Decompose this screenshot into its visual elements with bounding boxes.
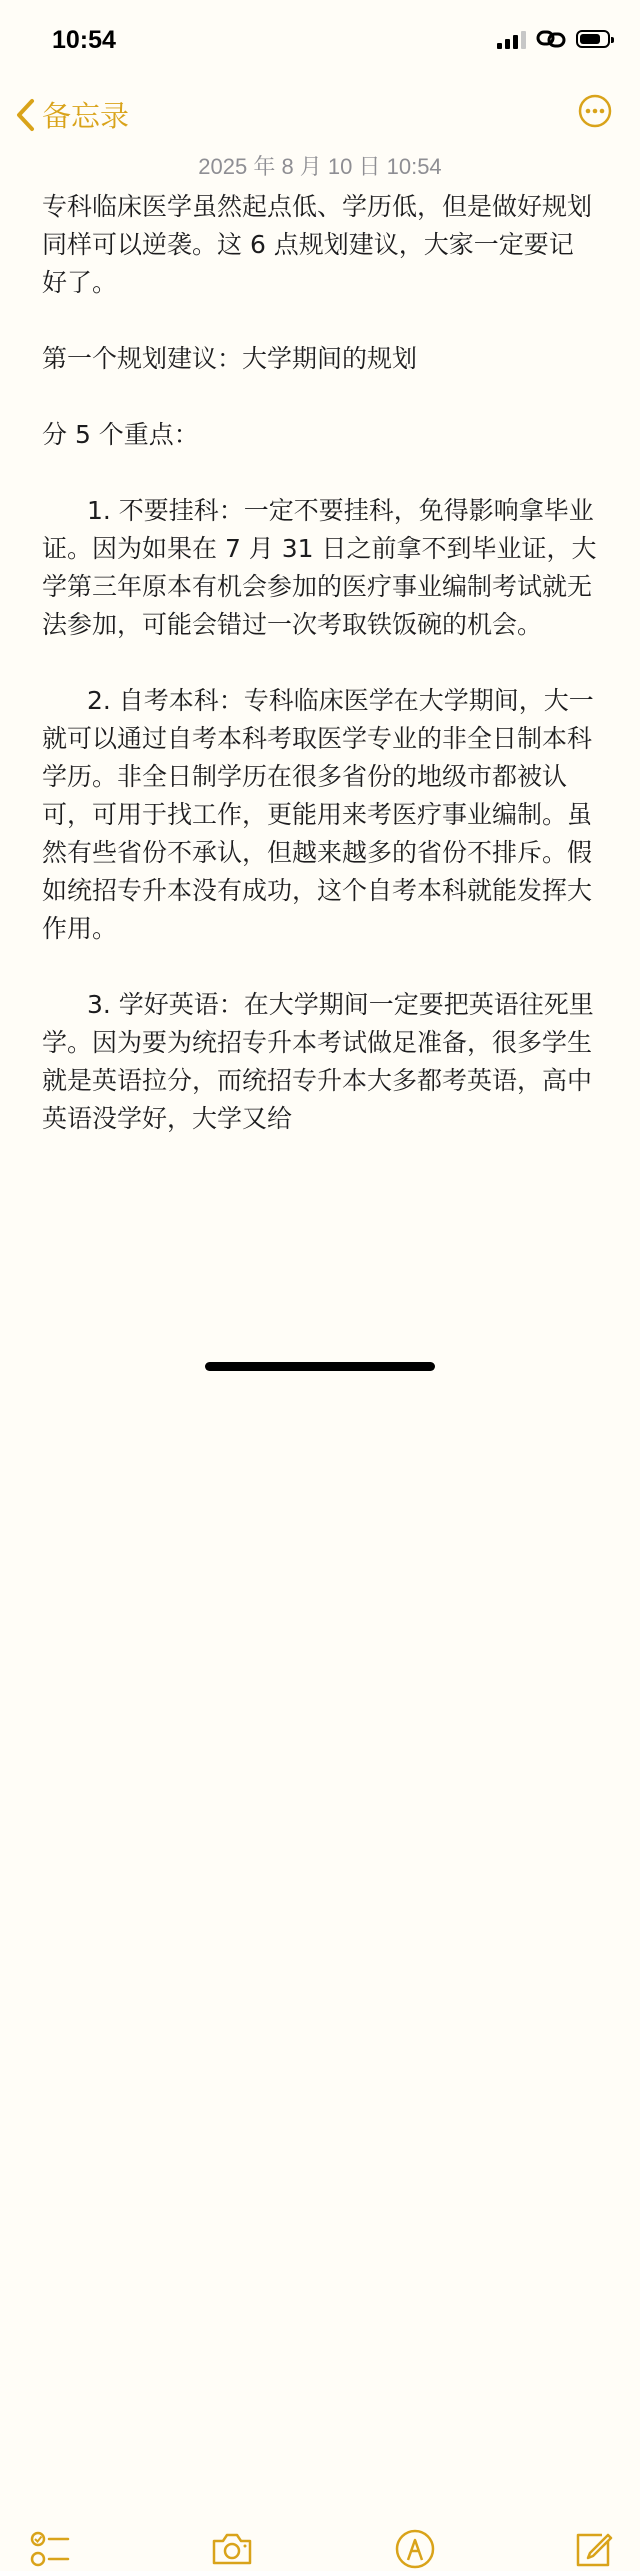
checklist-icon[interactable] [28, 2527, 72, 2571]
nav-bar [0, 88, 640, 144]
back-label: 备忘录 [42, 99, 130, 133]
link-icon [536, 28, 566, 50]
markup-pen-icon[interactable] [393, 2527, 437, 2571]
status-bar [0, 0, 640, 80]
note-heading: 第一个规划建议：大学期间的规划 [42, 344, 418, 373]
compose-icon[interactable] [572, 2527, 616, 2571]
battery-icon [576, 30, 610, 48]
note-subheading: 分 5 个重点： [42, 420, 199, 449]
camera-icon[interactable] [210, 2527, 254, 2571]
note-intro: 专科临床医学虽然起点低、学历低，但是做好规划同样可以逆袭。这 6 点规划建议，大家一定要记好了。 [42, 192, 593, 297]
signal-icon [497, 29, 526, 49]
status-icons [497, 28, 610, 50]
list-item: 1. 不要挂科：一定不要挂科，免得影响拿毕业证。因为如果在 7 月 31 日之前拿不到毕业证，大学第三年原本有机会参加的医疗事业编制考试就无法参加，可能会错过一次考取铁饭碗的机会。 [42, 496, 597, 639]
list-item: 2. 自考本科：专科临床医学在大学期间，大一就可以通过自考本科考取医学专业的非全日制本科学历。非全日制学历在很多省份的地级市都被认可，可用于找工作，更能用来考医疗事业编制。虽然有些省份不承认，但越来越多的省份不排斥。假如统招专升本没有成功，这个自考本科就能发挥大作用。 [42, 686, 594, 943]
note-body[interactable] [42, 188, 598, 1250]
back-button[interactable] [14, 94, 129, 135]
home-indicator[interactable] [205, 1362, 435, 1371]
bottom-toolbar [0, 1255, 640, 1335]
status-time: 10:54 [52, 26, 116, 54]
chevron-left-icon [14, 97, 38, 133]
more-circle-icon[interactable] [578, 94, 612, 128]
note-date: 2025 年 8 月 10 日 10:54 [198, 154, 442, 179]
list-item: 3. 学好英语：在大学期间一定要把英语往死里学。因为要为统招专升本考试做足准备，很多学生就是英语拉分，而统招专升本大多都考英语，高中英语没学好，大学又给 [42, 990, 594, 1133]
